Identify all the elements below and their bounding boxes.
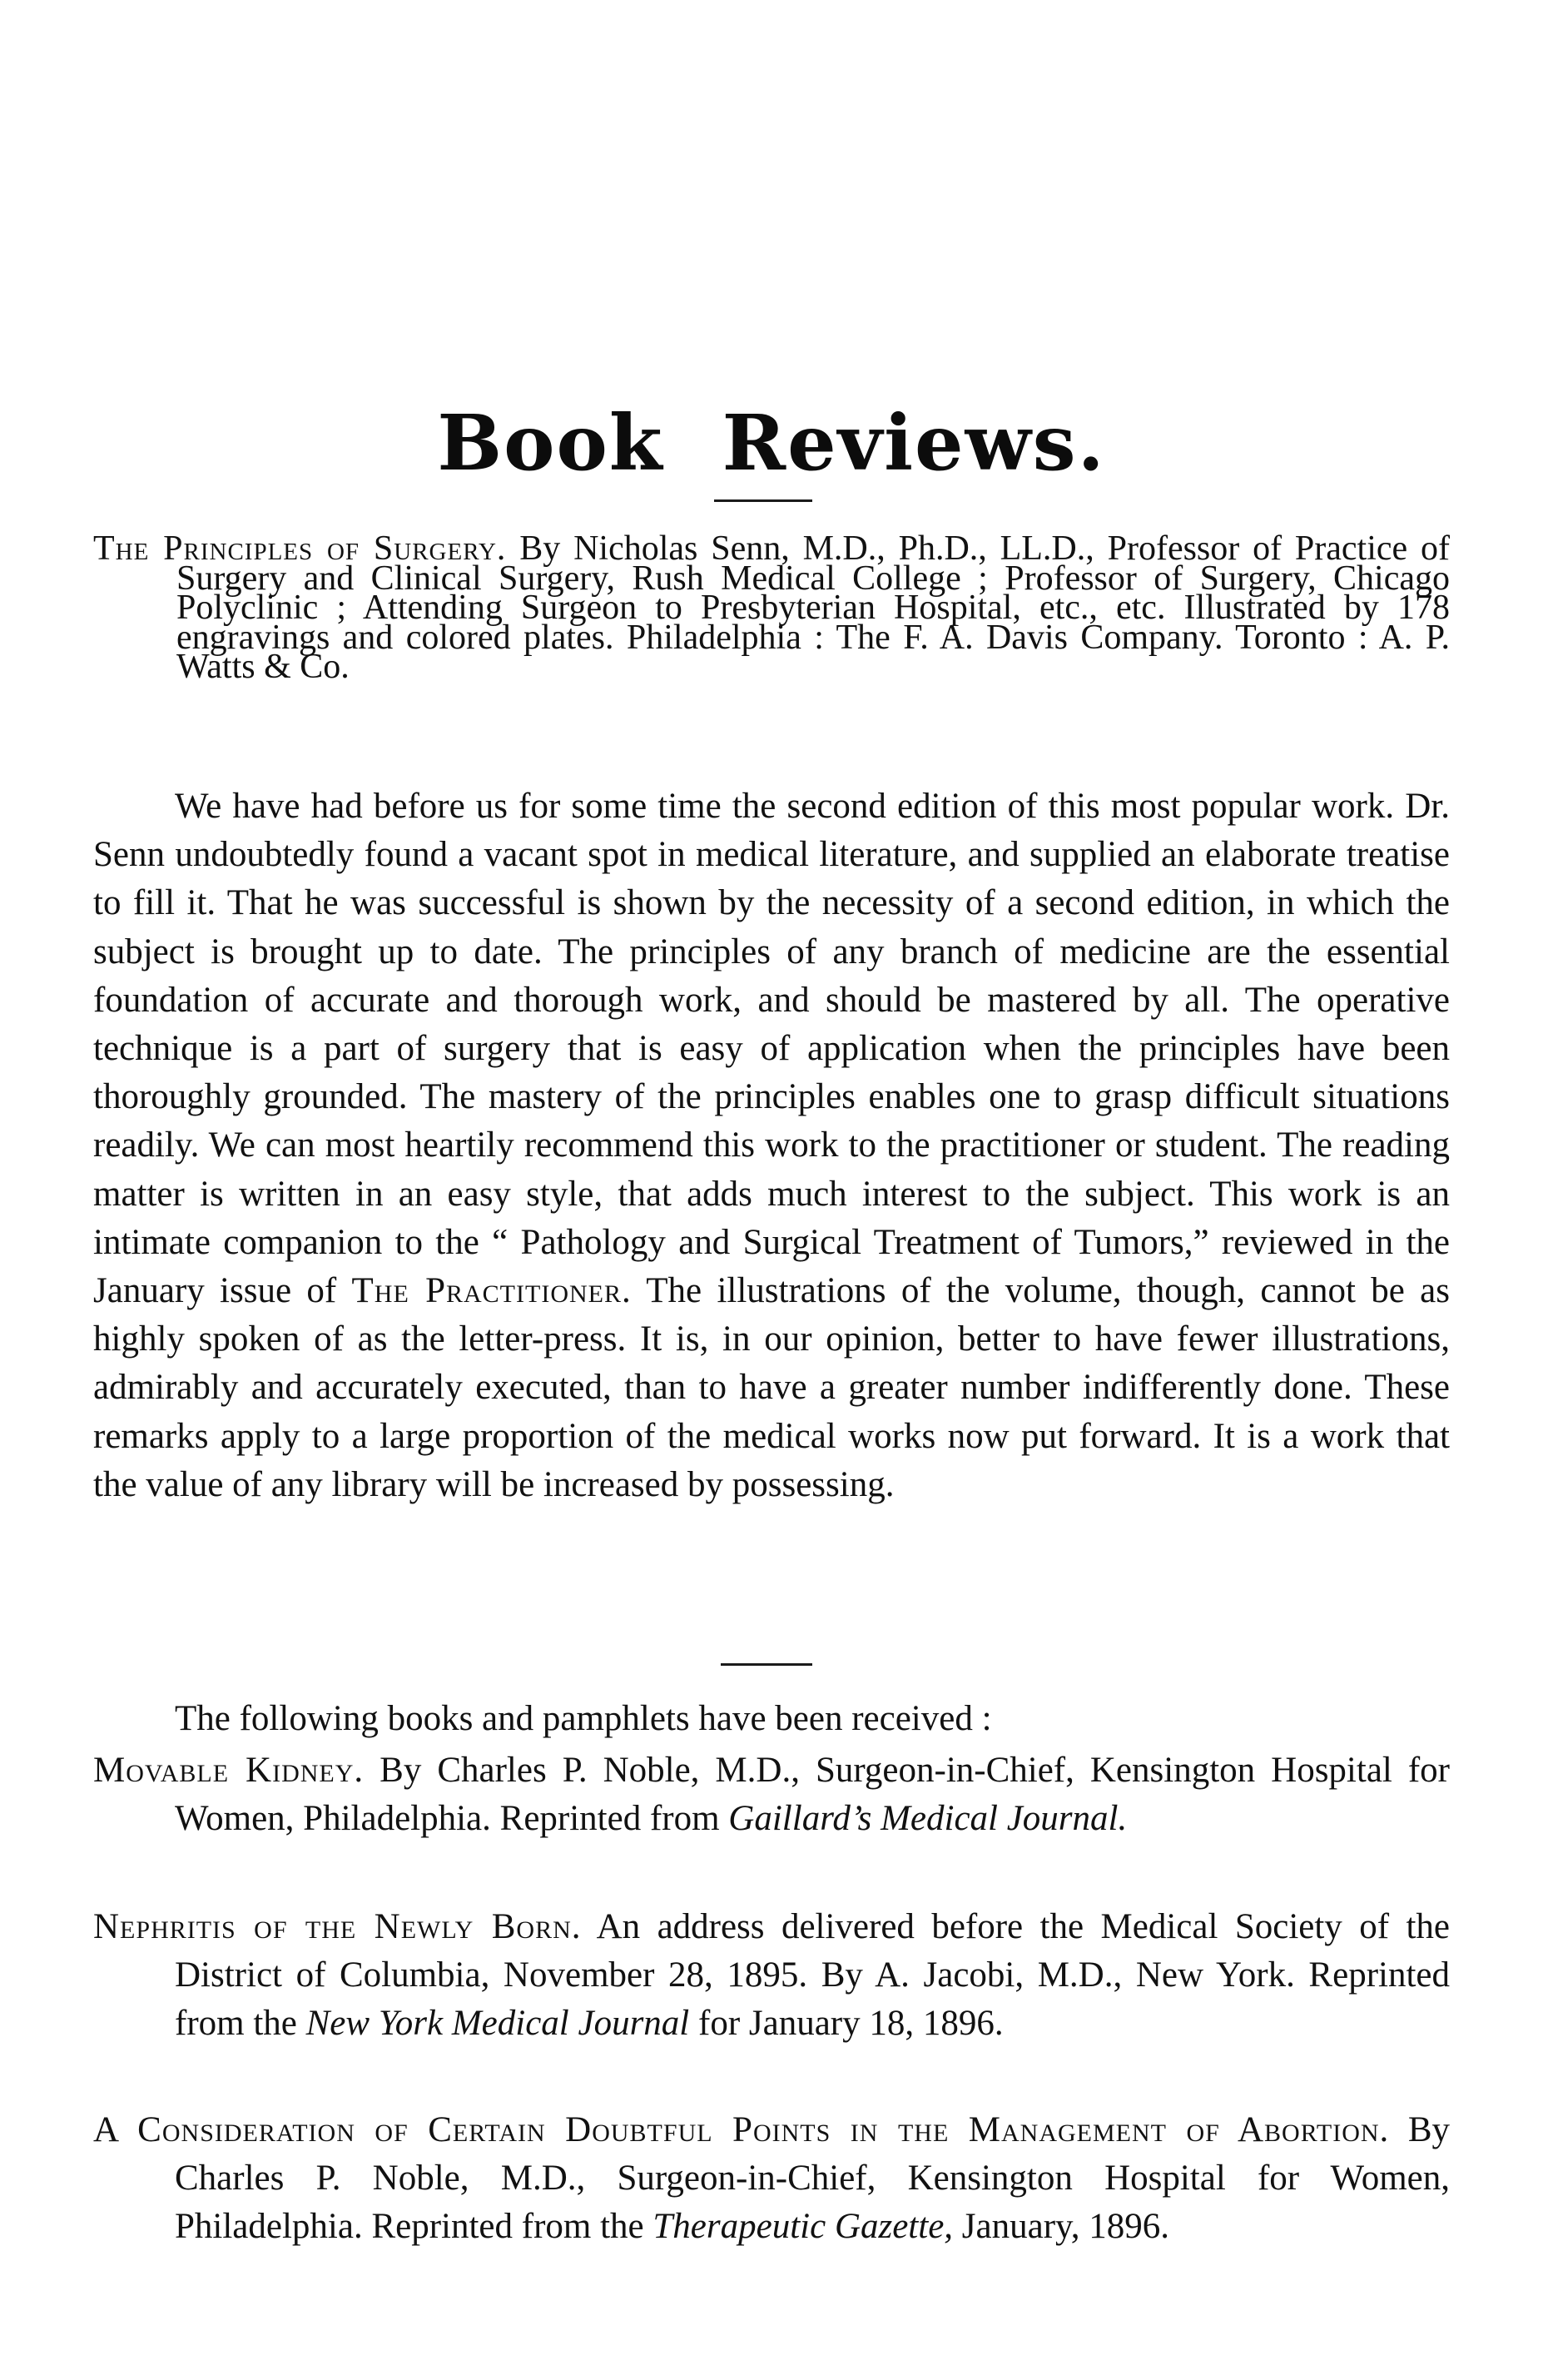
heading-word-book: Book <box>437 398 664 488</box>
book-source: Gaillard’s Medical Journal. <box>728 1799 1128 1838</box>
review-body-text-continued: The illustrations of the volume, though, cannot be as highly spoken of as the letter-press. It is, in our opinion, better to have fewer illustrations, admirably and accurately executed, than to have a greater number indifferently done. These remarks apply to a large proportion of the medical works now put forward. It is a work that the value of any library will be increased by possessing. <box>93 1271 1451 1504</box>
book-source: New York Medical Journal <box>305 2004 690 2043</box>
book-title: Movable Kidney. <box>93 1751 365 1790</box>
section-divider <box>721 1663 812 1666</box>
received-intro: The following books and pamphlets have been received : <box>175 1699 992 1738</box>
review-body <box>93 783 1450 1509</box>
book-entry <box>93 1903 1450 2048</box>
heading-divider <box>714 499 812 502</box>
review-citation-text: By Nicholas Senn, M.D., Ph.D., LL.D., Professor of Practice of Surgery and Clinical Surgery, Rush Medical College ; Professor of Surgery, Chicago Polyclinic ; Attending Surgeon to Presbyterian Hospital, etc., etc. Illustrated by 178 engravings and colored plates. Philadelphia : The F. A. Davis Company. Toronto : A. P. Watts & Co. <box>176 529 1451 686</box>
book-source: Therapeutic Gazette, <box>652 2207 954 2246</box>
page-heading <box>0 398 1543 488</box>
book-tail: January, 1896. <box>961 2207 1169 2246</box>
book-title: Nephritis of the Newly Born. <box>93 1907 582 1946</box>
journal-name: The Practitioner. <box>351 1271 632 1311</box>
book-entry <box>93 1746 1450 1843</box>
book-tail: for January 18, 1896. <box>698 2004 1004 2043</box>
heading-word-reviews: Reviews. <box>722 398 1106 488</box>
book-title: A Consideration of Certain Doubtful Points in the Management of Abortion. <box>93 2110 1390 2149</box>
book-text: An address delivered before the Medical Society of the District of Columbia, November 28, 1895. By A. Jacobi, M.D., New York. Reprinted from the <box>175 1907 1450 2043</box>
book-text: By Charles P. Noble, M.D., Surgeon-in-Chief, Kensington Hospital for Women, Philadelphia. Reprinted from <box>175 1751 1450 1838</box>
review-body-text: We have had before us for some time the second edition of this most popular work. Dr. Senn undoubtedly found a vacant spot in medical literature, and supplied an elaborate treatise to fill it. That he was successful is shown by the necessity of a second edition, in which the subject is brought up to date. The principles of any branch of medicine are the essential foundation of accurate and thorough work, and should be mastered by all. The operative technique is a part of surgery that is easy of application when the principles have been thoroughly grounded. The mastery of the principles enables one to grasp difficult situations readily. We can most heartily recommend this work to the practitioner or student. The reading matter is written in an easy style, that adds much interest to the subject. This work is an intimate companion to the “ Pathology and Surgical Treatment of Tumors,” reviewed in the January issue of <box>93 787 1450 1311</box>
review-title: The Principles of Surgery. <box>93 529 507 568</box>
book-text: By Charles P. Noble, M.D., Surgeon-in-Chief, Kensington Hospital for Women, Philadelphia. Reprinted from the <box>175 2110 1451 2246</box>
book-entry <box>93 2106 1450 2251</box>
review-citation <box>93 529 1451 686</box>
